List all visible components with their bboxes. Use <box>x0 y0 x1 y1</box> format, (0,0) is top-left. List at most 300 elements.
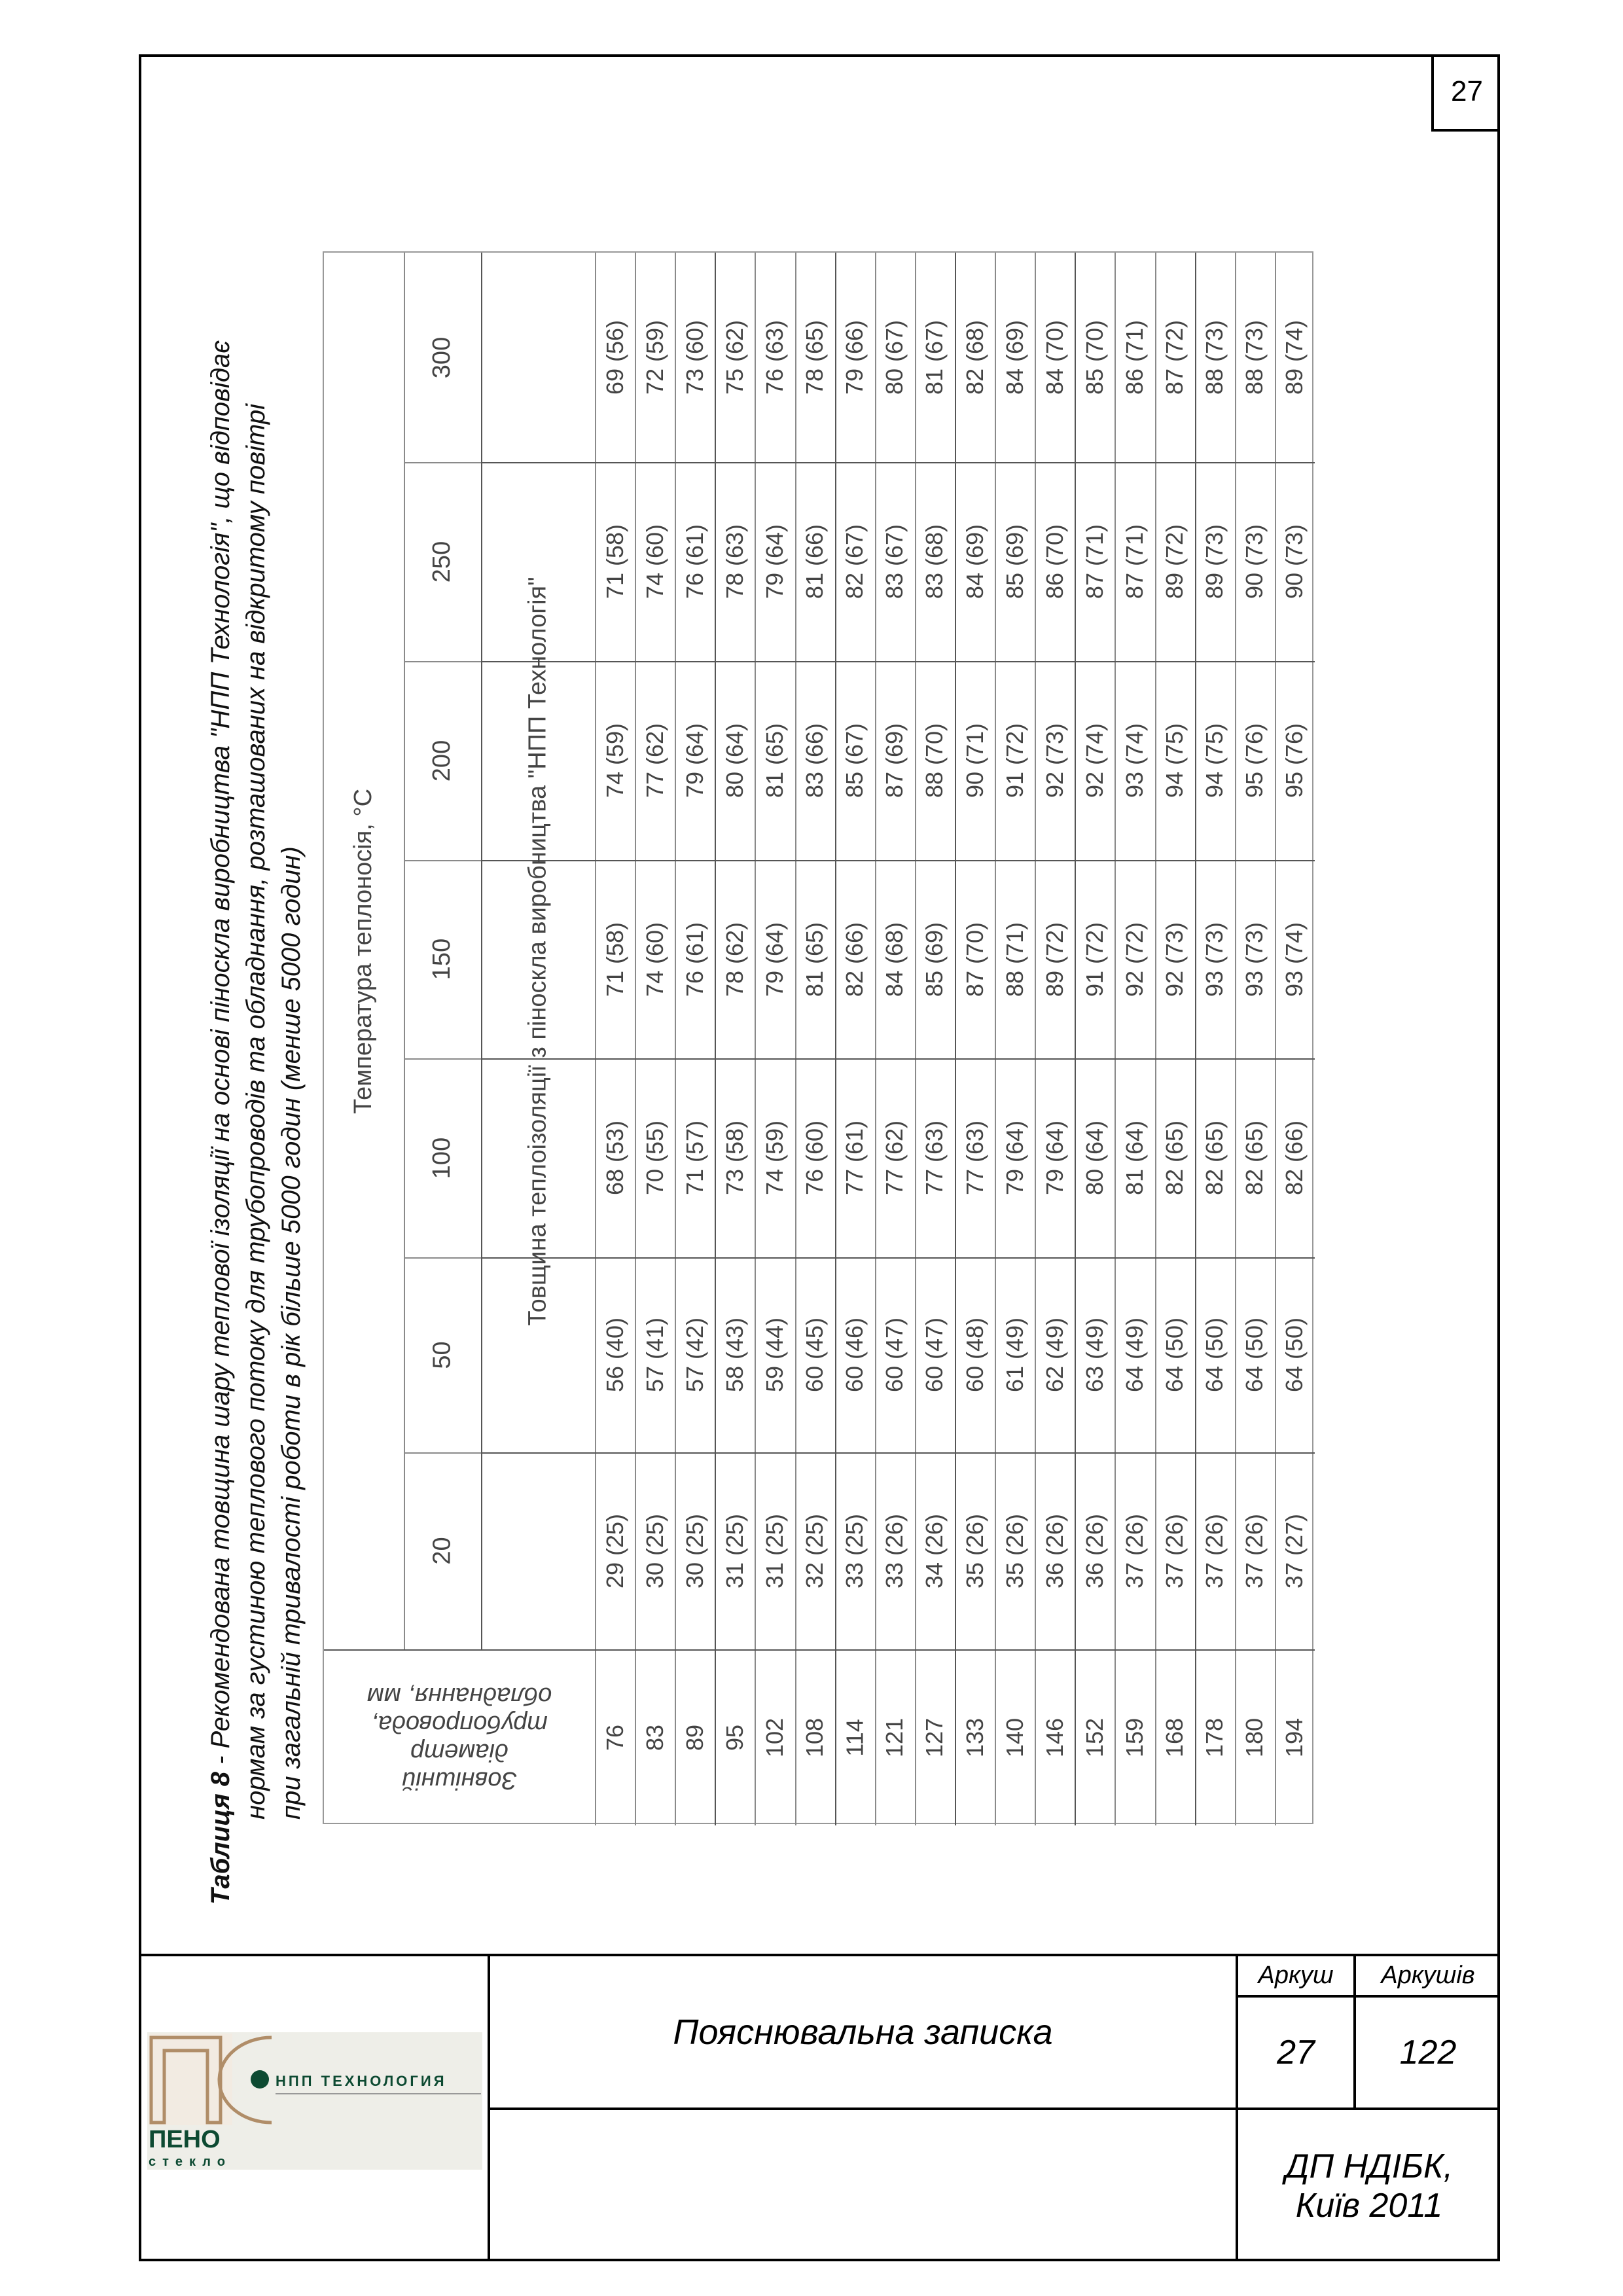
thickness-cell <box>795 1452 835 1649</box>
temperature-200 <box>404 661 481 860</box>
thickness-cell-text: 84 (70) <box>1041 319 1068 395</box>
table-caption <box>203 216 314 1905</box>
thickness-cell-text: 73 (60) <box>681 319 708 395</box>
thickness-cell-text: 77 (61) <box>841 1120 868 1196</box>
thickness-cell <box>595 462 635 661</box>
thickness-cell <box>635 253 675 462</box>
diameter-cell <box>595 1649 635 1825</box>
thickness-cell <box>1235 860 1275 1058</box>
diameter-cell <box>1035 1649 1075 1825</box>
thickness-cell <box>875 1452 915 1649</box>
thickness-cell-text: 82 (67) <box>841 524 868 600</box>
thickness-cell <box>1035 462 1075 661</box>
diameter-cell-text: 178 <box>1201 1717 1228 1757</box>
thickness-cell <box>595 1058 635 1257</box>
diameter-cell <box>1235 1649 1275 1825</box>
thickness-cell-text: 82 (65) <box>1161 1120 1188 1196</box>
thickness-cell <box>915 1058 955 1257</box>
thickness-cell-text: 34 (26) <box>921 1513 948 1588</box>
thickness-cell <box>1075 1452 1115 1649</box>
sheets-value: 122 <box>1399 2034 1457 2072</box>
thickness-cell <box>715 1452 755 1649</box>
thickness-cell <box>1235 462 1275 661</box>
thickness-header-text: Товщина теплоізоляції з піноскла виробництва "НПП Технологія" <box>524 576 552 1326</box>
thickness-cell <box>1195 253 1235 462</box>
thickness-cell-text: 60 (47) <box>881 1317 908 1393</box>
thickness-cell <box>1115 860 1154 1058</box>
thickness-cell <box>835 253 875 462</box>
thickness-cell-text: 93 (74) <box>1120 723 1148 798</box>
thickness-cell-text: 37 (26) <box>1201 1513 1228 1588</box>
logo-brand-top: ПЕНО <box>149 2126 221 2153</box>
thickness-cell-text: 83 (67) <box>881 524 908 600</box>
diameter-header <box>324 1649 595 1825</box>
thickness-cell-text: 71 (58) <box>601 524 628 600</box>
thickness-cell <box>1275 253 1315 462</box>
thickness-cell <box>875 661 915 860</box>
thickness-cell <box>595 661 635 860</box>
thickness-cell-text: 37 (26) <box>1161 1513 1188 1588</box>
company-logo <box>147 2032 482 2170</box>
thickness-cell-text: 79 (64) <box>1001 1120 1028 1196</box>
thickness-cell-text: 81 (65) <box>760 723 788 798</box>
thickness-cell <box>635 860 675 1058</box>
thickness-cell <box>1115 1452 1154 1649</box>
sheets-label: Аркушів <box>1381 1962 1475 1989</box>
thickness-cell <box>675 1452 715 1649</box>
thickness-cell-text: 64 (50) <box>1241 1317 1268 1393</box>
thickness-cell-text: 36 (26) <box>1080 1513 1108 1588</box>
diameter-cell-text: 127 <box>921 1717 948 1757</box>
thickness-cell-text: 93 (74) <box>1281 922 1308 997</box>
thickness-cell-text: 30 (25) <box>641 1513 668 1588</box>
thickness-cell-text: 79 (64) <box>760 922 788 997</box>
thickness-cell <box>915 253 955 462</box>
logo-graphic <box>147 2032 482 2170</box>
thickness-cell <box>995 1257 1035 1452</box>
thickness-cell <box>1195 860 1235 1058</box>
thickness-cell-text: 62 (49) <box>1041 1317 1068 1393</box>
thickness-cell-text: 93 (73) <box>1241 922 1268 997</box>
organization <box>1238 2110 1500 2261</box>
thickness-cell <box>915 1452 955 1649</box>
thickness-cell-text: 58 (43) <box>721 1317 748 1393</box>
thickness-cell <box>1155 1452 1195 1649</box>
temperature-200-text: 200 <box>428 740 456 781</box>
thickness-cell <box>1195 1257 1235 1452</box>
thickness-cell-text: 91 (72) <box>1001 723 1028 798</box>
thickness-cell-text: 92 (74) <box>1080 723 1108 798</box>
diameter-cell-text: 76 <box>601 1724 628 1751</box>
thickness-cell-text: 56 (40) <box>601 1317 628 1393</box>
thickness-cell <box>955 1257 995 1452</box>
thickness-cell <box>795 860 835 1058</box>
thickness-cell-text: 91 (72) <box>1080 922 1108 997</box>
thickness-cell <box>995 462 1035 661</box>
thickness-cell <box>1155 1058 1195 1257</box>
sheet-value: 27 <box>1277 2034 1315 2072</box>
thickness-cell-text: 31 (25) <box>760 1513 788 1588</box>
thickness-cell <box>995 1452 1035 1649</box>
thickness-cell-text: 82 (65) <box>1201 1120 1228 1196</box>
thickness-cell <box>875 253 915 462</box>
thickness-cell-text: 83 (68) <box>921 524 948 600</box>
thickness-cell <box>795 253 835 462</box>
thickness-cell <box>755 1452 794 1649</box>
thickness-cell-text: 59 (44) <box>760 1317 788 1393</box>
thickness-cell-text: 37 (26) <box>1241 1513 1268 1588</box>
thickness-cell <box>755 253 794 462</box>
thickness-cell-text: 86 (71) <box>1120 319 1148 395</box>
diameter-cell-text: 152 <box>1080 1717 1108 1757</box>
thickness-cell-text: 87 (69) <box>881 723 908 798</box>
diameter-header-text: Зовнішній діаметр трубопровода, обладнання, мм <box>366 1681 552 1794</box>
organization-line-1: ДП НДІБК, <box>1285 2147 1454 2185</box>
thickness-cell <box>1195 1452 1235 1649</box>
thickness-cell-text: 76 (63) <box>760 319 788 395</box>
thickness-cell-text: 60 (46) <box>841 1317 868 1393</box>
caption-line-3: при загальній тривалості роботи в рік більше 5000 годин (менше 5000 годин) <box>277 846 306 1820</box>
temperature-header-text: Температура теплоносія, °С <box>349 788 378 1114</box>
thickness-cell-text: 77 (63) <box>921 1120 948 1196</box>
diameter-cell-text: 146 <box>1041 1717 1068 1757</box>
caption-line-2: нормам за густиною теплового потоку для трубопроводів та обладнання, розташованих на відкритому повітрі <box>241 403 270 1820</box>
temperature-header <box>324 253 404 1649</box>
thickness-cell <box>1035 1452 1075 1649</box>
thickness-cell <box>915 462 955 661</box>
thickness-cell-text: 75 (62) <box>721 319 748 395</box>
thickness-cell <box>1075 860 1115 1058</box>
thickness-cell-text: 72 (59) <box>641 319 668 395</box>
thickness-cell-text: 77 (62) <box>641 723 668 798</box>
thickness-cell <box>675 462 715 661</box>
thickness-cell <box>1075 1058 1115 1257</box>
thickness-cell-text: 88 (71) <box>1001 922 1028 997</box>
thickness-cell <box>1235 1058 1275 1257</box>
diameter-cell-text: 180 <box>1241 1717 1268 1757</box>
thickness-cell <box>1155 1257 1195 1452</box>
temperature-250-text: 250 <box>428 541 456 583</box>
thickness-cell <box>755 860 794 1058</box>
thickness-cell <box>835 462 875 661</box>
thickness-cell-text: 32 (25) <box>801 1513 829 1588</box>
thickness-cell <box>715 253 755 462</box>
page-number: 27 <box>1451 75 1483 107</box>
thickness-cell <box>1155 860 1195 1058</box>
diameter-cell <box>1195 1649 1235 1825</box>
diameter-cell <box>835 1649 875 1825</box>
thickness-cell-text: 95 (76) <box>1281 723 1308 798</box>
thickness-cell <box>995 253 1035 462</box>
diameter-cell <box>1075 1649 1115 1825</box>
thickness-cell-text: 94 (75) <box>1161 723 1188 798</box>
thickness-cell-text: 79 (64) <box>760 524 788 600</box>
thickness-cell-text: 60 (45) <box>801 1317 829 1393</box>
thickness-cell-text: 74 (60) <box>641 524 668 600</box>
thickness-cell-text: 33 (25) <box>841 1513 868 1588</box>
diameter-cell-text: 89 <box>681 1724 708 1751</box>
thickness-cell-text: 84 (69) <box>961 524 988 600</box>
thickness-cell <box>1275 462 1315 661</box>
thickness-cell-text: 85 (69) <box>921 922 948 997</box>
diameter-cell <box>635 1649 675 1825</box>
thickness-cell-text: 79 (64) <box>681 723 708 798</box>
thickness-cell-text: 60 (47) <box>921 1317 948 1393</box>
thickness-cell-text: 95 (76) <box>1241 723 1268 798</box>
thickness-cell-text: 57 (42) <box>681 1317 708 1393</box>
thickness-cell <box>715 462 755 661</box>
diameter-cell <box>675 1649 715 1825</box>
diameter-cell <box>955 1649 995 1825</box>
thickness-cell <box>755 661 794 860</box>
thickness-cell <box>955 462 995 661</box>
thickness-cell-text: 88 (73) <box>1241 319 1268 395</box>
thickness-cell-text: 87 (72) <box>1161 319 1188 395</box>
thickness-cell <box>1115 1257 1154 1452</box>
logo-dot-icon <box>251 2070 269 2089</box>
thickness-cell-text: 89 (74) <box>1281 319 1308 395</box>
thickness-cell <box>875 1058 915 1257</box>
thickness-cell <box>635 1257 675 1452</box>
thickness-cell <box>1115 462 1154 661</box>
temperature-300-text: 300 <box>428 336 456 378</box>
thickness-cell <box>915 860 955 1058</box>
thickness-cell-text: 76 (60) <box>801 1120 829 1196</box>
thickness-cell <box>875 462 915 661</box>
document-title: Пояснювальна записка <box>673 2012 1053 2052</box>
thickness-cell <box>1195 462 1235 661</box>
caption-line-1: - Рекомендована товщина шару теплової ізоляції на основі піноскла виробництва "НПП Технологія", що відповідає <box>206 340 235 1772</box>
thickness-cell-text: 84 (69) <box>1001 319 1028 395</box>
thickness-cell <box>875 860 915 1058</box>
temperature-100-text: 100 <box>428 1137 456 1179</box>
thickness-cell-text: 71 (57) <box>681 1120 708 1196</box>
organization-line-2: Київ 2011 <box>1295 2186 1443 2225</box>
thickness-cell <box>1275 1058 1315 1257</box>
thickness-cell-text: 92 (73) <box>1041 723 1068 798</box>
thickness-cell-text: 76 (61) <box>681 922 708 997</box>
diameter-cell-text: 159 <box>1120 1717 1148 1757</box>
thickness-cell <box>715 661 755 860</box>
thickness-cell <box>1035 1257 1075 1452</box>
thickness-cell <box>1035 253 1075 462</box>
thickness-cell-text: 74 (60) <box>641 922 668 997</box>
thickness-cell <box>1075 1257 1115 1452</box>
thickness-cell-text: 81 (65) <box>801 922 829 997</box>
thickness-cell <box>1155 462 1195 661</box>
thickness-cell <box>995 1058 1035 1257</box>
temperature-150 <box>404 860 481 1058</box>
thickness-cell-text: 88 (73) <box>1201 319 1228 395</box>
thickness-cell <box>795 1058 835 1257</box>
thickness-cell <box>1275 661 1315 860</box>
diameter-cell <box>755 1649 794 1825</box>
thickness-cell <box>1075 462 1115 661</box>
thickness-cell <box>795 462 835 661</box>
page-number-box <box>1431 54 1500 132</box>
thickness-cell-text: 93 (73) <box>1201 922 1228 997</box>
temperature-150-text: 150 <box>428 938 456 980</box>
thickness-cell <box>795 661 835 860</box>
diameter-cell-text: 114 <box>841 1718 868 1757</box>
thickness-cell <box>595 860 635 1058</box>
thickness-cell-text: 88 (70) <box>921 723 948 798</box>
thickness-cell-text: 73 (58) <box>721 1120 748 1196</box>
thickness-cell-text: 36 (26) <box>1041 1513 1068 1588</box>
thickness-cell <box>835 1452 875 1649</box>
thickness-cell-text: 81 (67) <box>921 319 948 395</box>
thickness-cell <box>675 1058 715 1257</box>
thickness-cell <box>995 860 1035 1058</box>
thickness-cell <box>715 1257 755 1452</box>
thickness-cell <box>1035 661 1075 860</box>
thickness-cell-text: 80 (64) <box>721 723 748 798</box>
thickness-cell <box>715 860 755 1058</box>
thickness-cell <box>635 661 675 860</box>
thickness-cell-text: 33 (26) <box>881 1513 908 1588</box>
thickness-cell <box>955 253 995 462</box>
thickness-cell-text: 82 (66) <box>1281 1120 1308 1196</box>
thickness-cell-text: 60 (48) <box>961 1317 988 1393</box>
thickness-cell <box>1035 860 1075 1058</box>
thickness-cell-text: 85 (70) <box>1080 319 1108 395</box>
thickness-cell-text: 87 (71) <box>1120 524 1148 600</box>
thickness-cell-text: 68 (53) <box>601 1120 628 1196</box>
thickness-cell <box>675 661 715 860</box>
thickness-cell-text: 90 (73) <box>1281 524 1308 600</box>
thickness-cell-text: 78 (63) <box>721 524 748 600</box>
temperature-250 <box>404 462 481 661</box>
thickness-cell <box>675 253 715 462</box>
thickness-cell-text: 76 (61) <box>681 524 708 600</box>
diameter-cell <box>1155 1649 1195 1825</box>
thickness-cell-text: 85 (67) <box>841 723 868 798</box>
thickness-cell-text: 29 (25) <box>601 1513 628 1588</box>
thickness-cell <box>835 1058 875 1257</box>
thickness-cell-text: 87 (70) <box>961 922 988 997</box>
thickness-cell <box>955 1452 995 1649</box>
diameter-cell <box>1115 1649 1154 1825</box>
thickness-cell <box>1155 253 1195 462</box>
diameter-cell-text: 95 <box>721 1724 748 1751</box>
thickness-cell-text: 31 (25) <box>721 1513 748 1588</box>
thickness-cell <box>1115 661 1154 860</box>
logo-brand-bottom: стекло <box>149 2155 232 2169</box>
thickness-cell <box>915 1257 955 1452</box>
thickness-cell-text: 90 (73) <box>1241 524 1268 600</box>
thickness-cell-text: 78 (62) <box>721 922 748 997</box>
thickness-cell-text: 69 (56) <box>601 319 628 395</box>
thickness-cell-text: 74 (59) <box>601 723 628 798</box>
thickness-cell-text: 79 (64) <box>1041 1120 1068 1196</box>
thickness-cell-text: 81 (64) <box>1120 1120 1148 1196</box>
thickness-cell <box>955 1058 995 1257</box>
thickness-cell <box>1115 1058 1154 1257</box>
thickness-cell <box>1235 1452 1275 1649</box>
thickness-cell-text: 87 (71) <box>1080 524 1108 600</box>
thickness-cell <box>915 661 955 860</box>
temperature-100 <box>404 1058 481 1257</box>
sheet-label: Аркуш <box>1258 1962 1334 1989</box>
thickness-cell-text: 89 (72) <box>1041 922 1068 997</box>
thickness-cell <box>995 661 1035 860</box>
thickness-cell <box>1035 1058 1075 1257</box>
thickness-cell-text: 71 (58) <box>601 922 628 997</box>
thickness-cell-text: 79 (66) <box>841 319 868 395</box>
temperature-50-text: 50 <box>428 1340 456 1369</box>
logo-company-text: НПП ТЕХНОЛОГИЯ <box>276 2073 447 2089</box>
thickness-cell-text: 35 (26) <box>1001 1513 1028 1588</box>
thickness-cell <box>675 1257 715 1452</box>
temperature-50 <box>404 1257 481 1452</box>
diameter-cell <box>875 1649 915 1825</box>
thickness-cell-text: 77 (63) <box>961 1120 988 1196</box>
thickness-cell <box>955 661 995 860</box>
thickness-cell-text: 82 (66) <box>841 922 868 997</box>
thickness-cell-text: 64 (49) <box>1120 1317 1148 1393</box>
thickness-cell <box>835 1257 875 1452</box>
thickness-cell-text: 81 (66) <box>801 524 829 600</box>
thickness-cell <box>635 1058 675 1257</box>
thickness-cell-text: 30 (25) <box>681 1513 708 1588</box>
thickness-cell <box>1075 661 1115 860</box>
diameter-cell-text: 140 <box>1001 1717 1028 1757</box>
thickness-cell-text: 92 (73) <box>1161 922 1188 997</box>
thickness-cell <box>1275 860 1315 1058</box>
diameter-cell-text: 108 <box>801 1717 829 1757</box>
thickness-cell-text: 78 (65) <box>801 319 829 395</box>
thickness-cell-text: 64 (50) <box>1281 1317 1308 1393</box>
thickness-cell-text: 37 (26) <box>1120 1513 1148 1588</box>
thickness-cell <box>1235 253 1275 462</box>
thickness-cell <box>1155 661 1195 860</box>
thickness-cell-text: 35 (26) <box>961 1513 988 1588</box>
temperature-20 <box>404 1452 481 1649</box>
thickness-cell-text: 64 (50) <box>1161 1317 1188 1393</box>
thickness-cell-text: 94 (75) <box>1201 723 1228 798</box>
thickness-cell <box>595 1257 635 1452</box>
thickness-cell-text: 82 (65) <box>1241 1120 1268 1196</box>
thickness-cell <box>715 1058 755 1257</box>
diameter-cell-text: 194 <box>1281 1717 1308 1757</box>
thickness-cell-text: 37 (27) <box>1281 1513 1308 1588</box>
diameter-cell <box>915 1649 955 1825</box>
thickness-cell <box>1195 1058 1235 1257</box>
thickness-cell <box>675 860 715 1058</box>
thickness-cell <box>1195 661 1235 860</box>
thickness-cell <box>755 1257 794 1452</box>
thickness-cell-text: 84 (68) <box>881 922 908 997</box>
thickness-cell <box>1235 1257 1275 1452</box>
thickness-cell-text: 89 (73) <box>1201 524 1228 600</box>
thickness-cell-text: 61 (49) <box>1001 1317 1028 1393</box>
thickness-cell <box>635 1452 675 1649</box>
thickness-cell-text: 63 (49) <box>1080 1317 1108 1393</box>
thickness-cell-text: 90 (71) <box>961 723 988 798</box>
temperature-20-text: 20 <box>428 1537 456 1565</box>
thickness-cell-text: 74 (59) <box>760 1120 788 1196</box>
temperature-300 <box>404 253 481 462</box>
diameter-cell-text: 83 <box>641 1724 668 1751</box>
diameter-cell <box>715 1649 755 1825</box>
thickness-header <box>481 253 595 1649</box>
diameter-cell-text: 102 <box>760 1717 788 1757</box>
thickness-cell-text: 92 (72) <box>1120 922 1148 997</box>
thickness-cell-text: 86 (70) <box>1041 524 1068 600</box>
thickness-cell <box>755 1058 794 1257</box>
thickness-cell <box>595 253 635 462</box>
thickness-cell-text: 89 (72) <box>1161 524 1188 600</box>
